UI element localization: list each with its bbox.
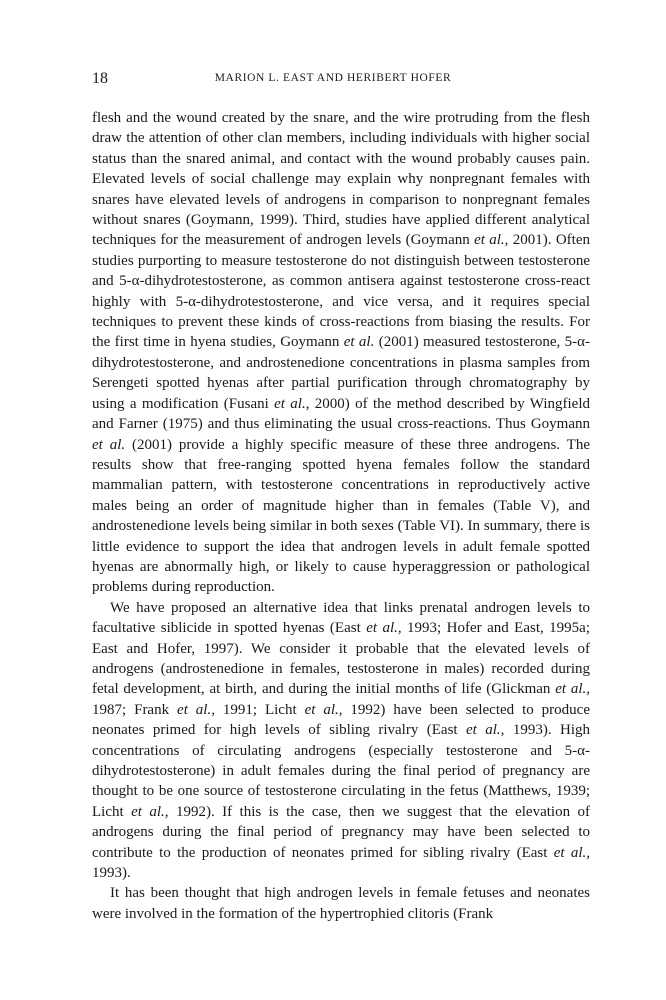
text-run: 1992). If this is the case, then we suggest that the elevation of androgens during the final period of pregnancy may have been selected to contribute to the production of neonates primed for sibling rivalry (East: [92, 803, 590, 861]
text-run: It has been thought that high androgen levels in female fetuses and neonates were involved in the formation of the hypertrophied clitoris (Frank: [92, 885, 590, 922]
text-run: We have proposed an alternative idea that links prenatal androgen levels to facultative siblicide in spotted hyenas (East: [92, 599, 590, 637]
italic-text: et al.,: [274, 395, 310, 412]
running-head: MARION L. EAST AND HERIBERT HOFER: [214, 72, 452, 84]
italic-text: et al.: [343, 334, 375, 351]
text-run: flesh and the wound created by the snare, and the wire protruding from the flesh draw the attention of other clan members, including individuals with higher social status than the snared animal, and contact with the wound probably causes pain. Elevated levels of social challenge may explain why nonpregnant females with snares have elevated levels of androgens in comparison to nonpregnant females without snares (Goymann, 1999). Third, studies have applied different analytical techniques for the measurement of androgen levels (Goymann: [92, 110, 590, 249]
italic-text: et al.,: [366, 620, 402, 637]
text-run: 2001). Often studies purporting to measure testosterone do not distinguish between testosterone and 5-α-dihydrotestosterone, as common antisera against testosterone cross-react highly with 5-α-dihydrotestosterone, and vice versa, and it requires special techniques to prevent these kinds of cross-reactions from biasing the results. For the first time in hyena studies, Goymann: [92, 232, 590, 351]
paragraph: [92, 883, 590, 924]
italic-text: et al.,: [553, 844, 590, 861]
page-header: [92, 70, 574, 92]
page-number: 18: [92, 70, 108, 87]
italic-text: et al.,: [131, 803, 169, 820]
text-run: 1987; Frank: [92, 701, 178, 718]
italic-text: et al.,: [304, 701, 343, 718]
italic-text: et al.,: [466, 722, 505, 739]
body-text: [92, 108, 590, 924]
italic-text: et al.,: [177, 701, 215, 718]
text-run: 1993).: [92, 865, 131, 882]
paragraph: [92, 108, 590, 598]
text-run: 1993). High concentrations of circulating androgens (especially testosterone and 5-α-dihydrotestosterone) in adult females during the final period of pregnancy are thought to be one source of testosterone circulating in the fetus (Matthews, 1939; Licht: [92, 722, 591, 820]
text-run: 1991; Licht: [214, 701, 305, 718]
text-run: (2001) measured testosterone, 5-α-dihydrotestosterone, and androstenedione concentrations in plasma samples from Serengeti spotted hyenas after partial purification through chromatography by using a modification (Fusani: [92, 334, 590, 412]
italic-text: et al.,: [555, 681, 591, 698]
text-run: 2000) of the method described by Wingfield and Farner (1975) and thus eliminating the usual cross-reactions. Thus Goymann: [92, 395, 590, 433]
text-run: 1993; Hofer and East, 1995a; East and Hofer, 1997). We consider it probable that the elevated levels of androgens (androstenedione in females, testosterone in males) recorded during fetal development, at birth, and during the initial months of life (Glickman: [92, 620, 590, 698]
paragraph: [92, 598, 590, 884]
text-run: (2001) provide a highly specific measure of these three androgens. The results show that free-ranging spotted hyena females follow the standard mammalian pattern, with testosterone concentrations in reproductively active males being an order of magnitude higher than in females (Table V), and androstenedione levels being similar in both sexes (Table VI). In summary, there is little evidence to support the idea that androgen levels in adult female spotted hyenas are abnormally high, or likely to cause hyperaggression or pathological problems during reproduction.: [92, 436, 590, 596]
italic-text: et al.,: [474, 232, 509, 249]
italic-text: et al.: [92, 436, 126, 453]
text-run: 1992) have been selected to produce neonates primed for high levels of sibling rivalry (East: [92, 701, 590, 739]
